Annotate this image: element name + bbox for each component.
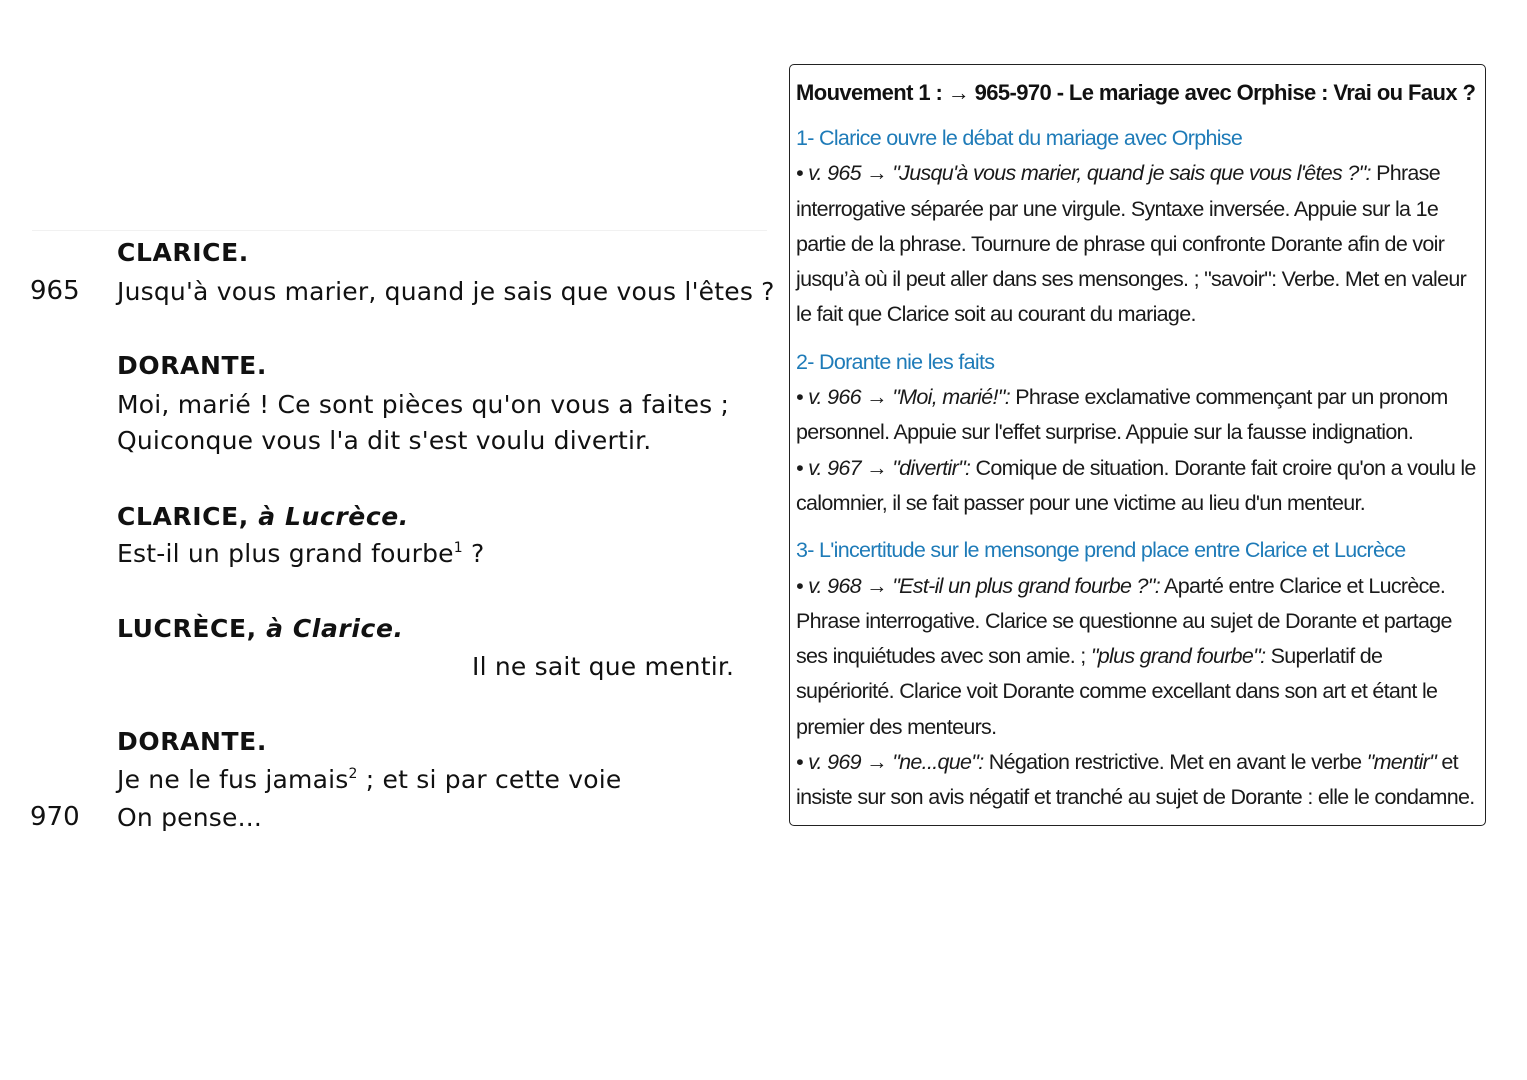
section-1 bbox=[796, 121, 1484, 333]
speaker-clarice-aside bbox=[117, 502, 409, 532]
verse-969: Il ne sait que mentir. bbox=[472, 652, 735, 681]
section-3 bbox=[796, 533, 1484, 815]
section-heading: 1- Clarice ouvre le débat du mariage avec Orphise bbox=[796, 126, 1243, 150]
verse-reference: • v. 967 → "divertir": bbox=[796, 455, 971, 480]
bullet-text: Aparté entre Clarice et Lucrèce. Phrase interrogative. Clarice se questionne au sujet de Dorante et partage ses inquiétudes avec son amie. ; bbox=[796, 573, 1452, 669]
bullet-text: Phrase exclamative commençant par un pronom personnel. Appuie sur l'effet surprise. Appuie sur la fausse indignation. bbox=[796, 385, 1448, 445]
verse-970: On pense... bbox=[117, 803, 263, 832]
verse-text: Est-il un plus grand fourbe bbox=[117, 539, 454, 568]
verse-967: Quiconque vous l'a dit s'est voulu divertir. bbox=[117, 426, 652, 455]
stage-direction: à Clarice. bbox=[266, 614, 404, 643]
verse-reference: • v. 966 → "Moi, marié!": bbox=[796, 385, 1010, 410]
divider bbox=[32, 230, 767, 231]
verse-966: Moi, marié ! Ce sont pièces qu'on vous a faites ; bbox=[117, 390, 730, 419]
line-number-965: 965 bbox=[30, 276, 80, 306]
quote: "plus grand fourbe": bbox=[1090, 644, 1266, 669]
analysis-box bbox=[789, 64, 1486, 826]
verse-965: Jusqu'à vous marier, quand je sais que vous l'êtes ? bbox=[117, 277, 775, 306]
line-number-970: 970 bbox=[30, 802, 80, 832]
bullet bbox=[796, 745, 1484, 816]
bullet bbox=[796, 451, 1484, 522]
verse-reference: • v. 969 → "ne...que": bbox=[796, 750, 984, 775]
bullet-text: Phrase interrogative séparée par une virgule. Syntaxe inversée. Appuie sur la 1e partie de la phrase. Tournure de phrase qui confronte Dorante afin de voir jusqu’à où il peut aller dans ses mensonges. ; "savoir": Verbe. Met en valeur le fait que Clarice soit au courant du mariage. bbox=[796, 161, 1467, 327]
verse-969b bbox=[117, 765, 621, 795]
analysis-title: Mouvement 1 : → 965-970 - Le mariage avec Orphise : Vrai ou Faux ? bbox=[796, 80, 1476, 105]
footnote-marker: 2 bbox=[348, 766, 358, 782]
speaker-lucrece bbox=[117, 614, 404, 644]
verse-end: ? bbox=[462, 539, 485, 568]
bullet bbox=[796, 380, 1484, 451]
speaker-name: LUCRÈCE, bbox=[117, 614, 257, 643]
verse-text: Je ne le fus jamais bbox=[117, 765, 349, 794]
bullet bbox=[796, 156, 1484, 332]
quote: "mentir" bbox=[1366, 750, 1437, 775]
verse-reference: • v. 968 → "Est-il un plus grand fourbe ?": bbox=[796, 573, 1160, 598]
section-2 bbox=[796, 345, 1484, 521]
section-heading: 2- Dorante nie les faits bbox=[796, 349, 995, 374]
speaker-clarice: CLARICE. bbox=[117, 238, 249, 267]
bullet-text: Comique de situation. Dorante fait croire qu'on a voulu le calomnier, il se fait passer pour une victime au lieu d'un menteur. bbox=[796, 455, 1476, 515]
speaker-dorante: DORANTE. bbox=[117, 351, 267, 380]
footnote-marker: 1 bbox=[453, 540, 463, 556]
verse-reference: • v. 965 → "Jusqu'à vous marier, quand je sais que vous l'êtes ?": bbox=[796, 161, 1371, 186]
verse-968 bbox=[117, 539, 484, 569]
stage-direction: à Lucrèce. bbox=[258, 502, 409, 531]
bullet-text: et insiste sur son avis négatif et tranché au sujet de Dorante : elle le condamne. bbox=[796, 750, 1475, 810]
bullet-text: Superlatif de supériorité. Clarice voit Dorante comme excellant dans son art et étant le premier des menteurs. bbox=[796, 644, 1438, 739]
bullet bbox=[796, 569, 1484, 745]
speaker-dorante-2: DORANTE. bbox=[117, 727, 267, 756]
section-heading: 3- L'incertitude sur le mensonge prend place entre Clarice et Lucrèce bbox=[796, 538, 1406, 563]
verse-end: ; et si par cette voie bbox=[357, 765, 622, 794]
bullet-text: Négation restrictive. Met en avant le verbe bbox=[983, 750, 1367, 775]
speaker-name: CLARICE, bbox=[117, 502, 249, 531]
